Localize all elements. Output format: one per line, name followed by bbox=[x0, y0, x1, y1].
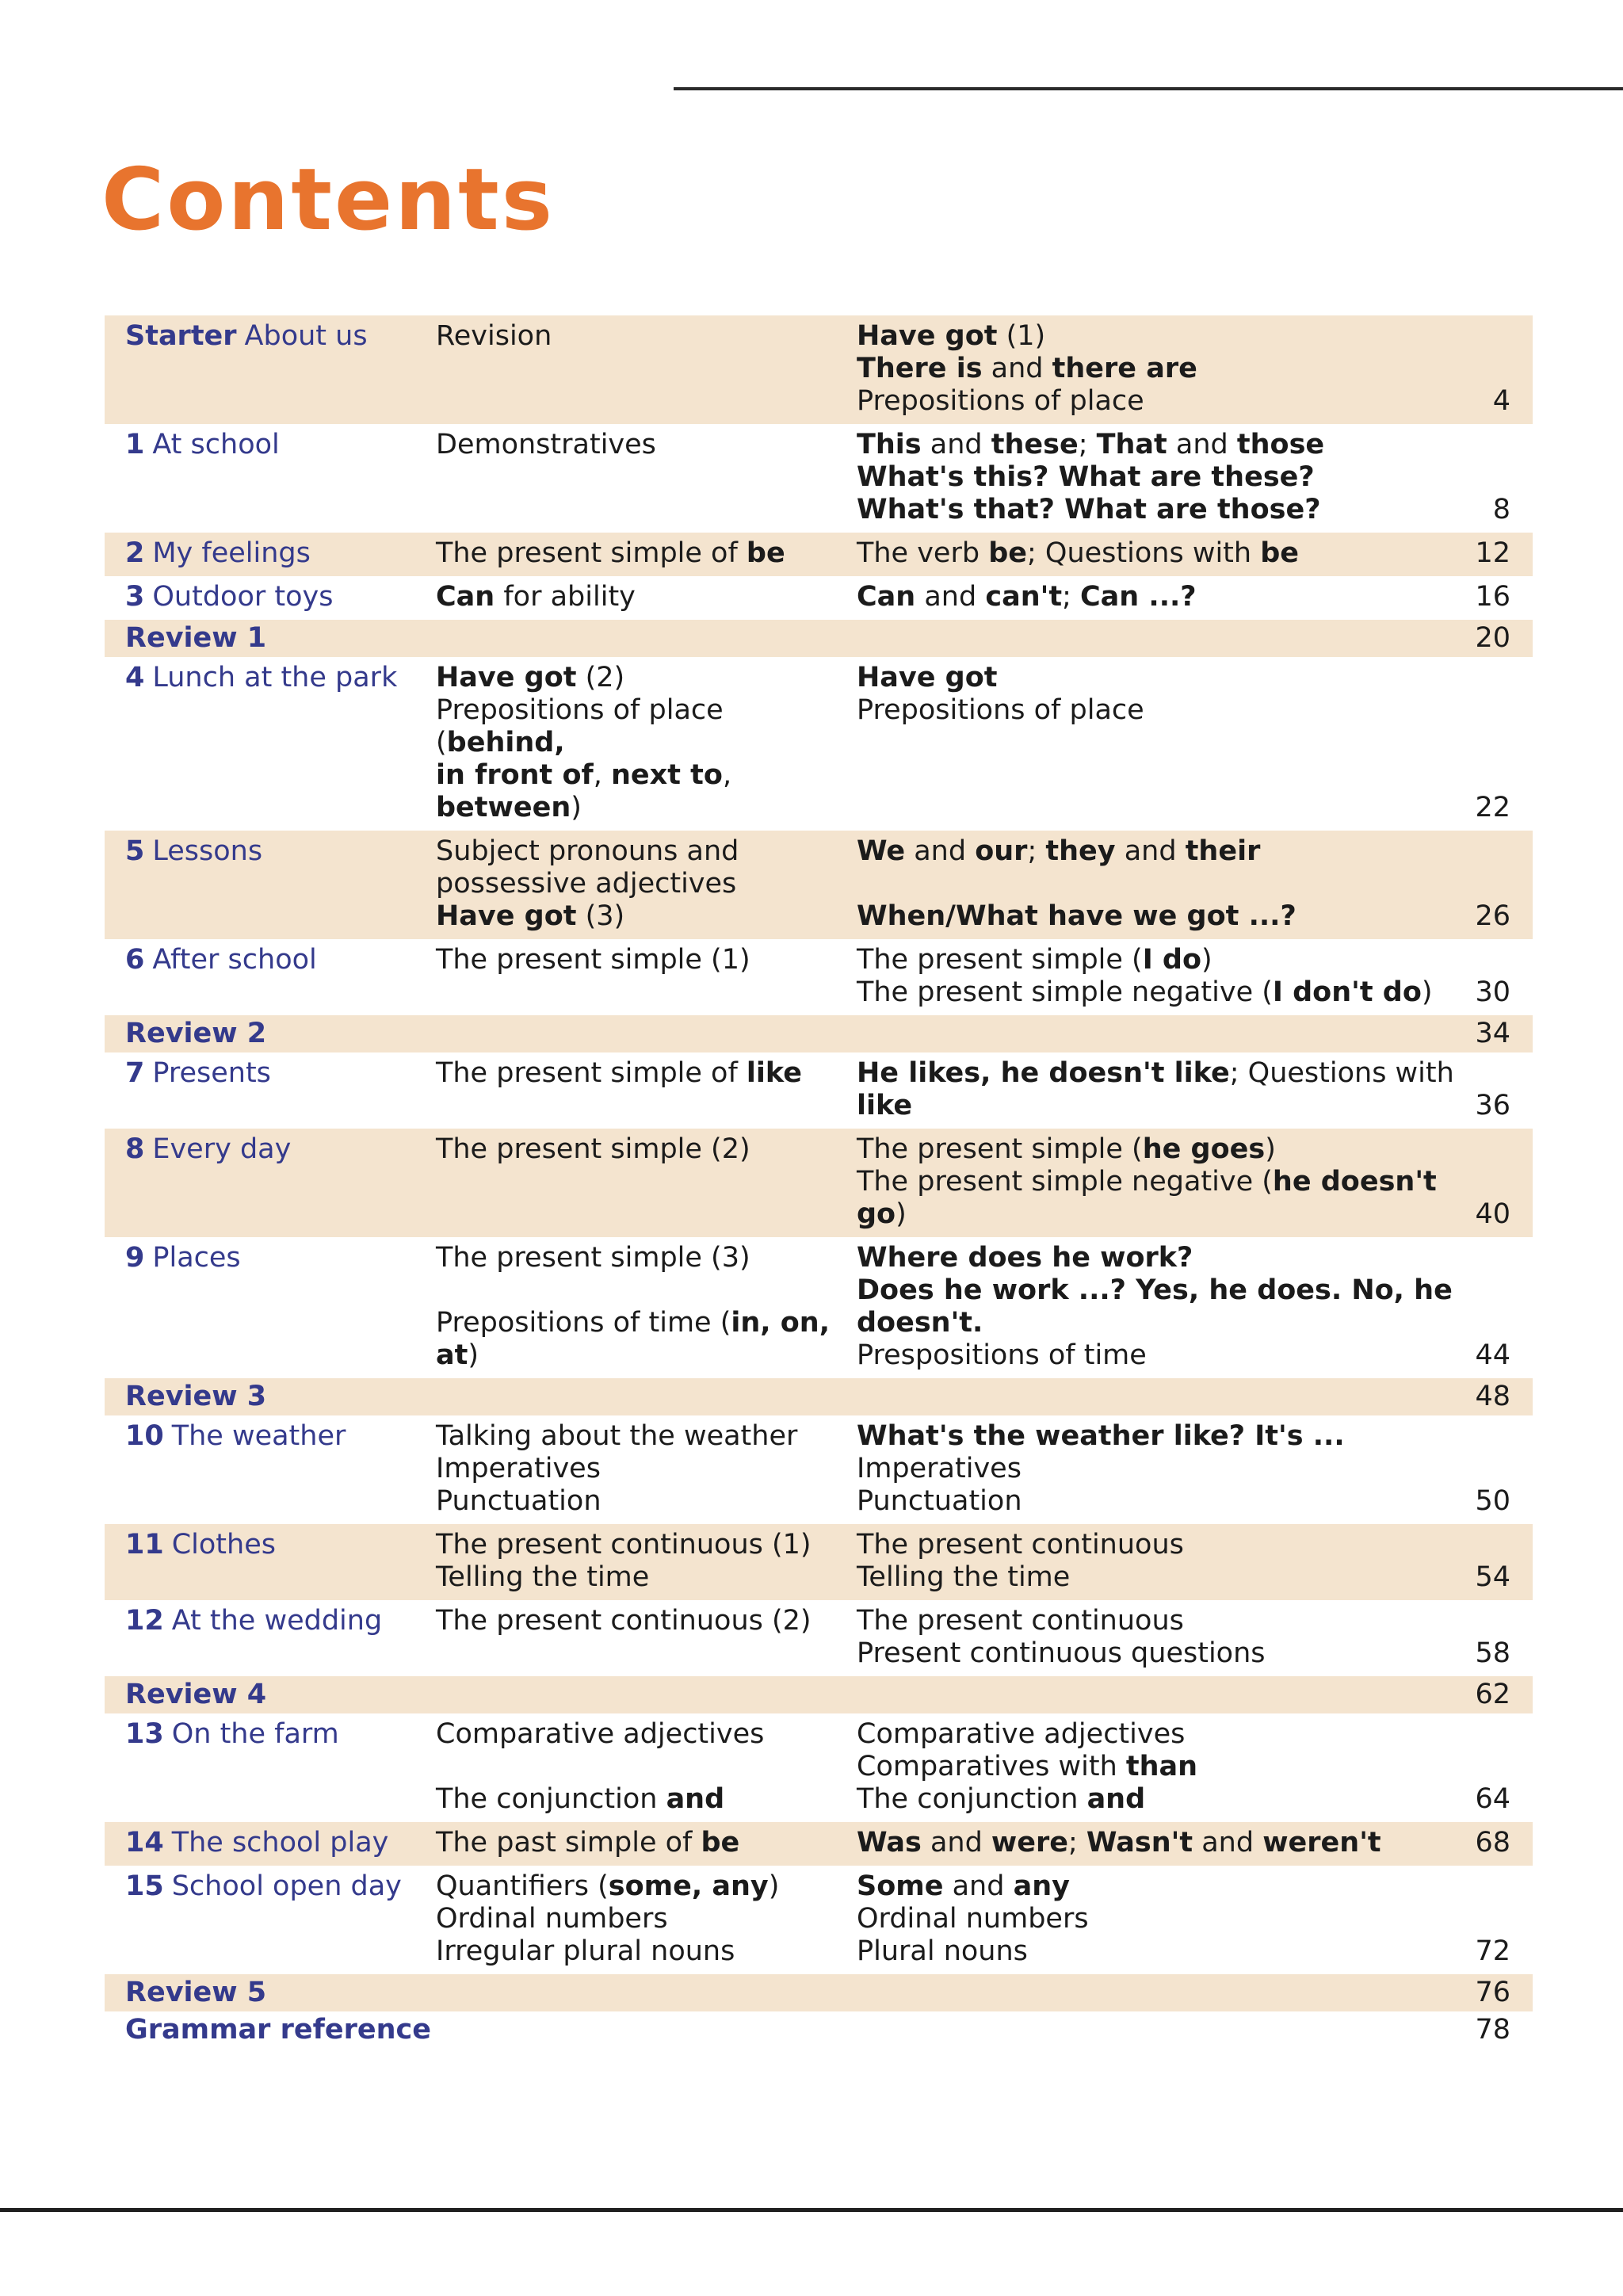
grammar-cell bbox=[836, 831, 1461, 939]
entry-line: Telling the time bbox=[436, 1561, 650, 1593]
unit-row[interactable] bbox=[105, 576, 1533, 620]
page-number: 68 bbox=[1461, 1822, 1533, 1866]
topic-cell bbox=[415, 657, 836, 831]
entry-line: We and our; they and their bbox=[857, 835, 1261, 867]
review-label[interactable]: Review 2 bbox=[125, 1018, 267, 1049]
entry-line: Prepositions of place (behind, bbox=[436, 694, 724, 758]
page-number: 16 bbox=[1475, 581, 1510, 613]
unit-cell bbox=[105, 1822, 415, 1866]
page-number: 72 bbox=[1475, 1935, 1510, 1967]
entry-line: What's the weather like? It's ... bbox=[857, 1420, 1345, 1452]
entry-line: The conjunction and bbox=[857, 1783, 1146, 1815]
unit-row[interactable] bbox=[105, 657, 1533, 831]
unit-title[interactable]: About us bbox=[244, 320, 368, 352]
entry-line: The present simple negative (I don't do) bbox=[857, 976, 1433, 1008]
unit-cell bbox=[105, 1052, 415, 1129]
entry-line: Some and any bbox=[857, 1870, 1070, 1902]
unit-row[interactable] bbox=[105, 1237, 1533, 1378]
unit-row[interactable] bbox=[105, 1713, 1533, 1822]
entry-line: Telling the time bbox=[857, 1561, 1071, 1593]
entry-line: Quantifiers (some, any) bbox=[436, 1870, 780, 1902]
page-number: 4 bbox=[1461, 315, 1533, 424]
unit-number: 4 bbox=[125, 662, 145, 693]
page-number: 58 bbox=[1475, 1637, 1510, 1669]
page-number: 50 bbox=[1475, 1485, 1510, 1517]
grammar-cell bbox=[836, 1237, 1461, 1378]
entry-line: The present simple (2) bbox=[436, 1133, 750, 1165]
review-cell bbox=[105, 1676, 1461, 1713]
unit-row[interactable] bbox=[105, 1129, 1533, 1237]
unit-title[interactable]: Every day bbox=[152, 1133, 292, 1165]
unit-row[interactable] bbox=[105, 315, 1533, 424]
grammar-cell bbox=[836, 424, 1461, 533]
topic-cell bbox=[415, 315, 836, 424]
unit-row[interactable] bbox=[105, 1415, 1533, 1524]
unit-row[interactable] bbox=[105, 533, 1533, 576]
review-cell bbox=[105, 1974, 1461, 2011]
grammar-cell bbox=[836, 657, 1461, 831]
page-number: 76 bbox=[1461, 1974, 1533, 2011]
entry-line: Comparatives with than bbox=[857, 1751, 1198, 1782]
topic-cell bbox=[415, 576, 836, 620]
page-number: 36 bbox=[1475, 1090, 1510, 1121]
entry-line: The present simple (3) bbox=[436, 1242, 750, 1274]
page-number: 78 bbox=[1475, 2014, 1510, 2046]
grammar-cell bbox=[836, 1713, 1461, 1822]
unit-title[interactable]: Lessons bbox=[152, 835, 263, 867]
entry-line: He likes, he doesn't like; Questions with like bbox=[857, 1057, 1454, 1121]
review-cell bbox=[105, 1378, 1461, 1415]
unit-number: 15 bbox=[125, 1870, 164, 1902]
topic-cell bbox=[415, 533, 836, 576]
unit-title[interactable]: The school play bbox=[171, 1827, 389, 1859]
topic-cell bbox=[415, 1866, 836, 1974]
unit-cell bbox=[105, 1415, 415, 1524]
unit-number: 12 bbox=[125, 1605, 164, 1637]
unit-title[interactable]: Presents bbox=[152, 1057, 271, 1089]
page-number: 30 bbox=[1475, 976, 1510, 1008]
unit-row[interactable] bbox=[105, 424, 1533, 533]
entry-line bbox=[436, 1751, 836, 1783]
entry-line: Can for ability bbox=[436, 581, 636, 613]
entry-line bbox=[857, 868, 1461, 900]
unit-title[interactable]: Places bbox=[152, 1242, 241, 1274]
grammar-cell bbox=[836, 1822, 1461, 1866]
page-number: 64 bbox=[1475, 1783, 1510, 1815]
grammar-cell bbox=[836, 939, 1461, 1015]
page-number: 26 bbox=[1461, 831, 1533, 939]
unit-row[interactable] bbox=[105, 1600, 1533, 1676]
page-number: 8 bbox=[1492, 494, 1510, 525]
unit-number: Starter bbox=[125, 320, 237, 352]
unit-title[interactable]: Outdoor toys bbox=[152, 581, 334, 613]
review-row[interactable] bbox=[105, 2011, 1533, 2049]
entry-line: Have got (2) bbox=[436, 662, 625, 693]
entry-line: Punctuation bbox=[857, 1485, 1022, 1517]
entry-line: The present simple (I do) bbox=[857, 944, 1212, 976]
grammar-cell bbox=[836, 576, 1461, 620]
page-number: 48 bbox=[1461, 1378, 1533, 1415]
unit-title[interactable]: After school bbox=[152, 944, 317, 976]
page-number: 22 bbox=[1475, 792, 1510, 823]
entry-line: When/What have we got ...? bbox=[857, 900, 1296, 932]
entry-line: The present continuous (1) bbox=[436, 1529, 812, 1561]
entry-line: The present simple (he goes) bbox=[857, 1133, 1276, 1165]
contents-table bbox=[105, 315, 1533, 2049]
unit-title[interactable]: At the wedding bbox=[171, 1605, 383, 1637]
grammar-cell bbox=[836, 533, 1461, 576]
entry-line: The present simple of be bbox=[436, 537, 785, 569]
grammar-cell bbox=[836, 1524, 1461, 1600]
entry-line: Revision bbox=[436, 320, 552, 352]
topic-cell bbox=[415, 1129, 836, 1237]
top-rule bbox=[674, 87, 1623, 90]
topic-cell bbox=[415, 939, 836, 1015]
entry-line: The conjunction and bbox=[436, 1783, 725, 1815]
topic-cell bbox=[415, 1524, 836, 1600]
unit-title[interactable]: At school bbox=[152, 429, 280, 460]
entry-line: Punctuation bbox=[436, 1485, 601, 1517]
topic-cell bbox=[415, 1713, 836, 1822]
grammar-cell bbox=[836, 1415, 1461, 1524]
topic-cell bbox=[415, 1415, 836, 1524]
entry-line: Was and were; Wasn't and weren't bbox=[857, 1827, 1381, 1859]
grammar-cell bbox=[836, 1129, 1461, 1237]
unit-cell bbox=[105, 315, 415, 424]
entry-line: Can and can't; Can ...? bbox=[857, 581, 1197, 613]
topic-cell bbox=[415, 1600, 836, 1676]
entry-line: There is and there are bbox=[857, 353, 1197, 384]
unit-number: 10 bbox=[125, 1420, 164, 1452]
entry-line: Talking about the weather bbox=[436, 1420, 798, 1452]
entry-line: This and these; That and those bbox=[857, 429, 1325, 460]
entry-line: Where does he work? bbox=[857, 1242, 1193, 1274]
unit-cell bbox=[105, 424, 415, 533]
unit-number: 1 bbox=[125, 429, 145, 460]
entry-line: Imperatives bbox=[857, 1453, 1022, 1484]
entry-line: Does he work ...? Yes, he does. No, he doesn't. bbox=[857, 1274, 1453, 1339]
unit-cell bbox=[105, 1713, 415, 1822]
grammar-cell bbox=[836, 1600, 1461, 1676]
topic-cell bbox=[415, 831, 836, 939]
entry-line: Present continuous questions bbox=[857, 1637, 1266, 1669]
unit-cell bbox=[105, 533, 415, 576]
entry-line: Ordinal numbers bbox=[436, 1903, 668, 1935]
page-title: Contents bbox=[101, 151, 556, 250]
entry-line: Comparative adjectives bbox=[857, 1718, 1186, 1750]
entry-line: The present continuous bbox=[857, 1529, 1184, 1561]
topic-cell bbox=[415, 424, 836, 533]
review-cell bbox=[105, 620, 1461, 657]
unit-row[interactable] bbox=[105, 1822, 1533, 1866]
entry-line: Have got (3) bbox=[436, 900, 625, 932]
entry-line: Prepositions of place bbox=[857, 385, 1144, 417]
page-number: 62 bbox=[1461, 1676, 1533, 1713]
entry-line: The verb be; Questions with be bbox=[857, 537, 1299, 569]
entry-line: Demonstratives bbox=[436, 429, 656, 460]
review-label[interactable]: Review 1 bbox=[125, 622, 267, 654]
unit-number: 8 bbox=[125, 1133, 145, 1165]
review-label[interactable]: Review 3 bbox=[125, 1381, 267, 1412]
review-label[interactable]: Review 4 bbox=[125, 1679, 267, 1710]
entry-line: The present simple of like bbox=[436, 1057, 802, 1089]
unit-cell bbox=[105, 1866, 415, 1974]
review-row[interactable] bbox=[105, 1378, 1533, 1415]
unit-number: 14 bbox=[125, 1827, 164, 1859]
unit-cell bbox=[105, 939, 415, 1015]
entry-line: possessive adjectives bbox=[436, 868, 737, 900]
review-cell bbox=[105, 1015, 1461, 1052]
grammar-cell bbox=[836, 315, 1461, 424]
unit-number: 5 bbox=[125, 835, 145, 867]
unit-row[interactable] bbox=[105, 939, 1533, 1015]
entry-line: Prepositions of time (in, on, at) bbox=[436, 1307, 831, 1371]
unit-number: 9 bbox=[125, 1242, 145, 1274]
entry-line: The present simple negative (he doesn't go) bbox=[857, 1166, 1437, 1230]
contents-body bbox=[105, 315, 1533, 2049]
entry-line: Prespositions of time bbox=[857, 1339, 1147, 1371]
review-row[interactable] bbox=[105, 1676, 1533, 1713]
unit-title[interactable]: My feelings bbox=[152, 537, 311, 569]
page-number: 12 bbox=[1461, 533, 1533, 576]
unit-number: 2 bbox=[125, 537, 145, 569]
topic-cell bbox=[415, 1237, 836, 1378]
entry-line: The present continuous bbox=[857, 1605, 1184, 1637]
unit-title[interactable]: Clothes bbox=[171, 1529, 276, 1561]
entry-line bbox=[436, 1274, 836, 1307]
unit-number: 3 bbox=[125, 581, 145, 613]
unit-row[interactable] bbox=[105, 1052, 1533, 1129]
review-label[interactable]: Review 5 bbox=[125, 1977, 267, 2008]
entry-line: What's this? What are these? bbox=[857, 461, 1315, 493]
page-number: 40 bbox=[1461, 1129, 1533, 1237]
entry-line: What's that? What are those? bbox=[857, 494, 1321, 525]
page-number: 20 bbox=[1461, 620, 1533, 657]
unit-title[interactable]: Lunch at the park bbox=[152, 662, 398, 693]
entry-line: The past simple of be bbox=[436, 1827, 740, 1859]
unit-cell bbox=[105, 831, 415, 939]
unit-row[interactable] bbox=[105, 1866, 1533, 1974]
entry-line: Have got (1) bbox=[857, 320, 1046, 352]
unit-number: 13 bbox=[125, 1718, 164, 1750]
review-row[interactable] bbox=[105, 620, 1533, 657]
unit-number: 6 bbox=[125, 944, 145, 976]
entry-line: Plural nouns bbox=[857, 1935, 1028, 1967]
entry-line: Imperatives bbox=[436, 1453, 601, 1484]
entry-line: Irregular plural nouns bbox=[436, 1935, 735, 1967]
unit-number: 11 bbox=[125, 1529, 164, 1561]
page-number: 44 bbox=[1475, 1339, 1510, 1371]
review-label[interactable]: Grammar reference bbox=[125, 2014, 431, 2046]
entry-line: Prepositions of place bbox=[857, 694, 1144, 726]
unit-cell bbox=[105, 1237, 415, 1378]
page-number: 54 bbox=[1461, 1524, 1533, 1600]
unit-cell bbox=[105, 1129, 415, 1237]
unit-title[interactable]: School open day bbox=[171, 1870, 402, 1902]
unit-title[interactable]: On the farm bbox=[171, 1718, 339, 1750]
unit-number: 7 bbox=[125, 1057, 145, 1089]
entry-line: in front of, next to, between) bbox=[436, 759, 732, 823]
bottom-rule bbox=[0, 2208, 1623, 2212]
review-cell bbox=[105, 2011, 1461, 2049]
unit-title[interactable]: The weather bbox=[171, 1420, 346, 1452]
grammar-cell bbox=[836, 1052, 1461, 1129]
unit-cell bbox=[105, 1524, 415, 1600]
topic-cell bbox=[415, 1052, 836, 1129]
entry-line: The present continuous (2) bbox=[436, 1605, 812, 1637]
unit-row[interactable] bbox=[105, 1524, 1533, 1600]
page-number: 34 bbox=[1461, 1015, 1533, 1052]
entry-line: Have got bbox=[857, 662, 998, 693]
unit-cell bbox=[105, 1600, 415, 1676]
entry-line: Ordinal numbers bbox=[857, 1903, 1089, 1935]
grammar-cell bbox=[836, 1866, 1461, 1974]
entry-line: Subject pronouns and bbox=[436, 835, 739, 867]
review-row[interactable] bbox=[105, 1974, 1533, 2011]
unit-cell bbox=[105, 657, 415, 831]
entry-line: The present simple (1) bbox=[436, 944, 750, 976]
topic-cell bbox=[415, 1822, 836, 1866]
unit-row[interactable] bbox=[105, 831, 1533, 939]
entry-line: Comparative adjectives bbox=[436, 1718, 765, 1750]
review-row[interactable] bbox=[105, 1015, 1533, 1052]
unit-cell bbox=[105, 576, 415, 620]
